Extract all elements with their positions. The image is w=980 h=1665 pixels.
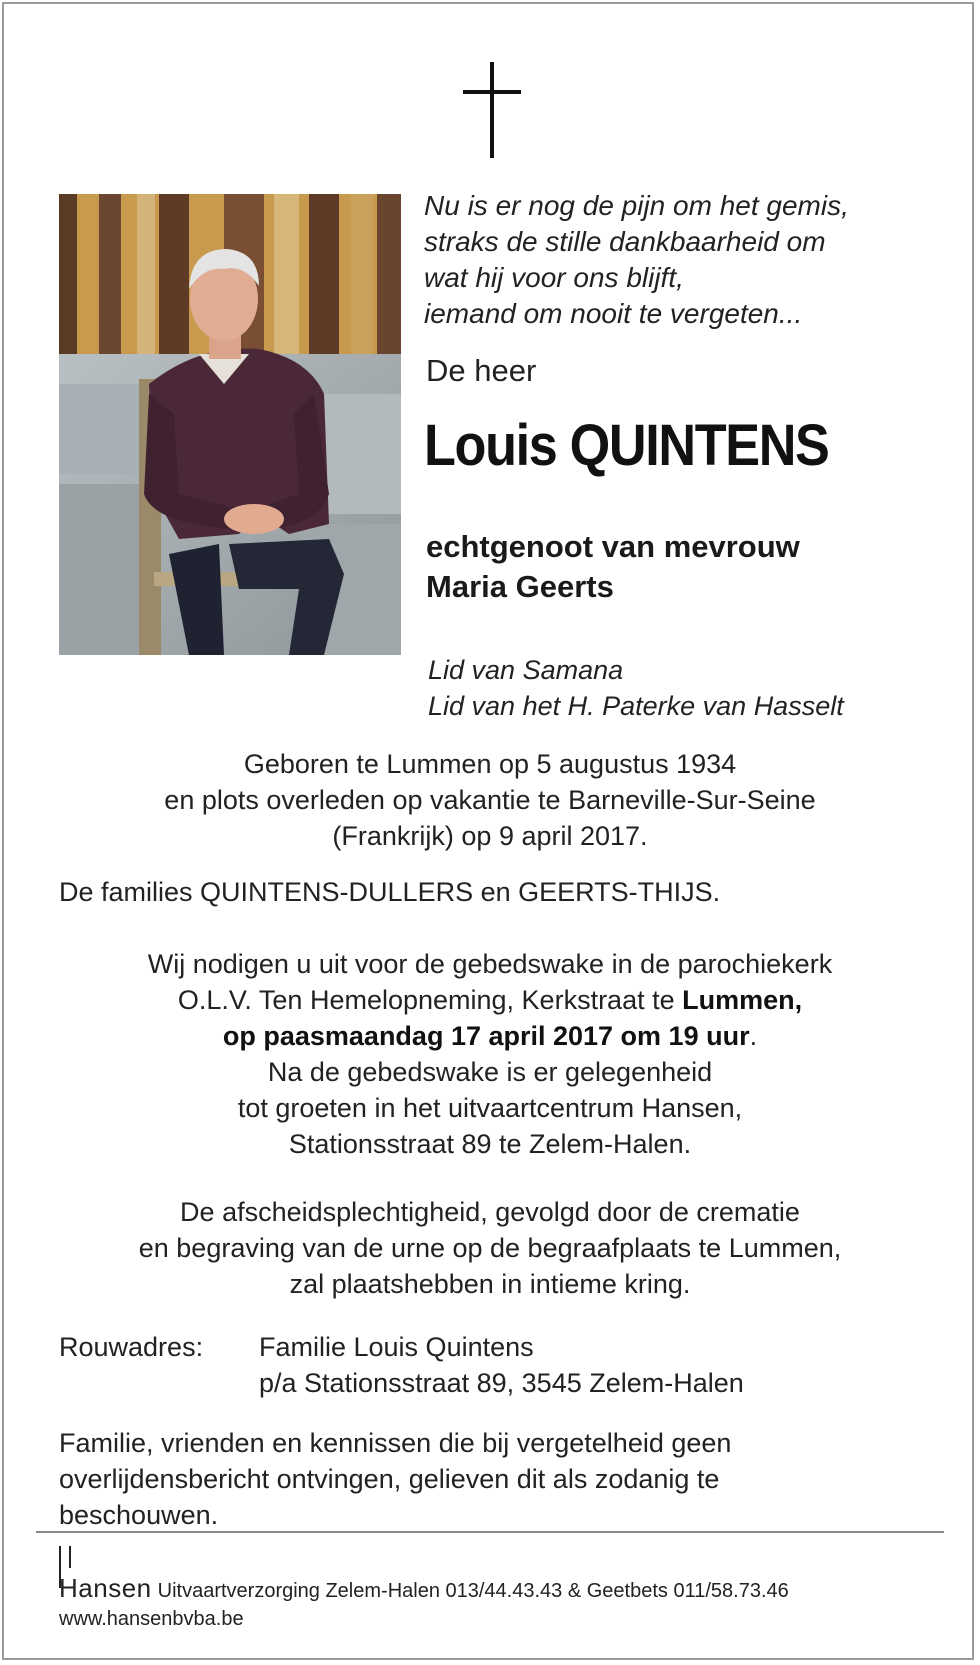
membership-line: Lid van Samana: [428, 655, 624, 685]
spouse-name: Maria Geerts: [426, 569, 614, 604]
invitation-line: Na de gebedswake is er gelegenheid: [267, 1057, 713, 1087]
ceremony-line: De afscheidsplechtigheid, gevolgd door de crematie: [180, 1197, 800, 1227]
footer-info: Uitvaartverzorging Zelem-Halen 013/44.43.43 & Geetbets 011/58.73.46: [157, 1580, 789, 1602]
ceremony-line: en begraving van de urne op de begraafplaats te Lummen,: [138, 1233, 842, 1263]
invitation-line: [34, 982, 946, 1018]
poem: [424, 188, 944, 332]
membership-line: Lid van het H. Paterke van Hasselt: [428, 691, 844, 721]
address-line: Familie Louis Quintens: [259, 1332, 534, 1362]
ceremony-line: zal plaatshebben in intieme kring.: [289, 1269, 691, 1299]
notice-text: [59, 1425, 919, 1533]
invitation-place: Lummen,: [682, 985, 803, 1015]
families-line: De families QUINTENS-DULLERS en GEERTS-THIJS.: [59, 877, 721, 907]
invitation-line: Wij nodigen u uit voor de gebedswake in de parochiekerk: [147, 949, 833, 979]
poem-line: iemand om nooit te vergeten...: [424, 298, 803, 329]
notice-line: beschouwen.: [59, 1500, 219, 1530]
spouse-info: [426, 527, 800, 607]
death-line: en plots overleden op vakantie te Barneville-Sur-Seine: [164, 785, 816, 815]
poem-line: wat hij voor ons blijft,: [424, 262, 684, 293]
notice-line: overlijdensbericht ontvingen, gelieven dit als zodanig te: [59, 1464, 720, 1494]
ceremony-info: [34, 1194, 946, 1302]
memberships: [428, 652, 844, 724]
poem-line: straks de stille dankbaarheid om: [424, 226, 826, 257]
spouse-line: echtgenoot van mevrouw: [426, 529, 800, 564]
footer-company: [59, 1573, 789, 1604]
birth-line: Geboren te Lummen op 5 augustus 1934: [243, 749, 737, 779]
vigil-invitation: [34, 946, 946, 1162]
invitation-line: Stationsstraat 89 te Zelem-Halen.: [288, 1129, 692, 1159]
birth-death-info: [34, 746, 946, 854]
address-value: [259, 1329, 744, 1401]
address-line: p/a Stationsstraat 89, 3545 Zelem-Halen: [259, 1368, 744, 1398]
footer-website[interactable]: www.hansenbvba.be: [59, 1608, 244, 1630]
footer-brand: Hansen: [59, 1573, 152, 1603]
honorific: De heer: [426, 353, 537, 388]
footer-divider: [36, 1531, 944, 1533]
deceased-name: Louis QUINTENS: [424, 413, 829, 478]
invitation-text: O.L.V. Ten Hemelopneming, Kerkstraat te: [177, 985, 683, 1015]
invitation-date: op paasmaandag 17 april 2017 om 19 uur: [222, 1021, 750, 1051]
cross-icon: [463, 62, 521, 158]
invitation-line: [34, 1018, 946, 1054]
poem-line: Nu is er nog de pijn om het gemis,: [424, 190, 849, 221]
invitation-text: .: [749, 1021, 758, 1051]
notice-line: Familie, vrienden en kennissen die bij vergetelheid geen: [59, 1428, 732, 1458]
invitation-line: tot groeten in het uitvaartcentrum Hansen,: [237, 1093, 743, 1123]
portrait-photo: [59, 194, 401, 655]
death-line: (Frankrijk) op 9 april 2017.: [332, 821, 648, 851]
address-label: Rouwadres:: [59, 1332, 204, 1362]
